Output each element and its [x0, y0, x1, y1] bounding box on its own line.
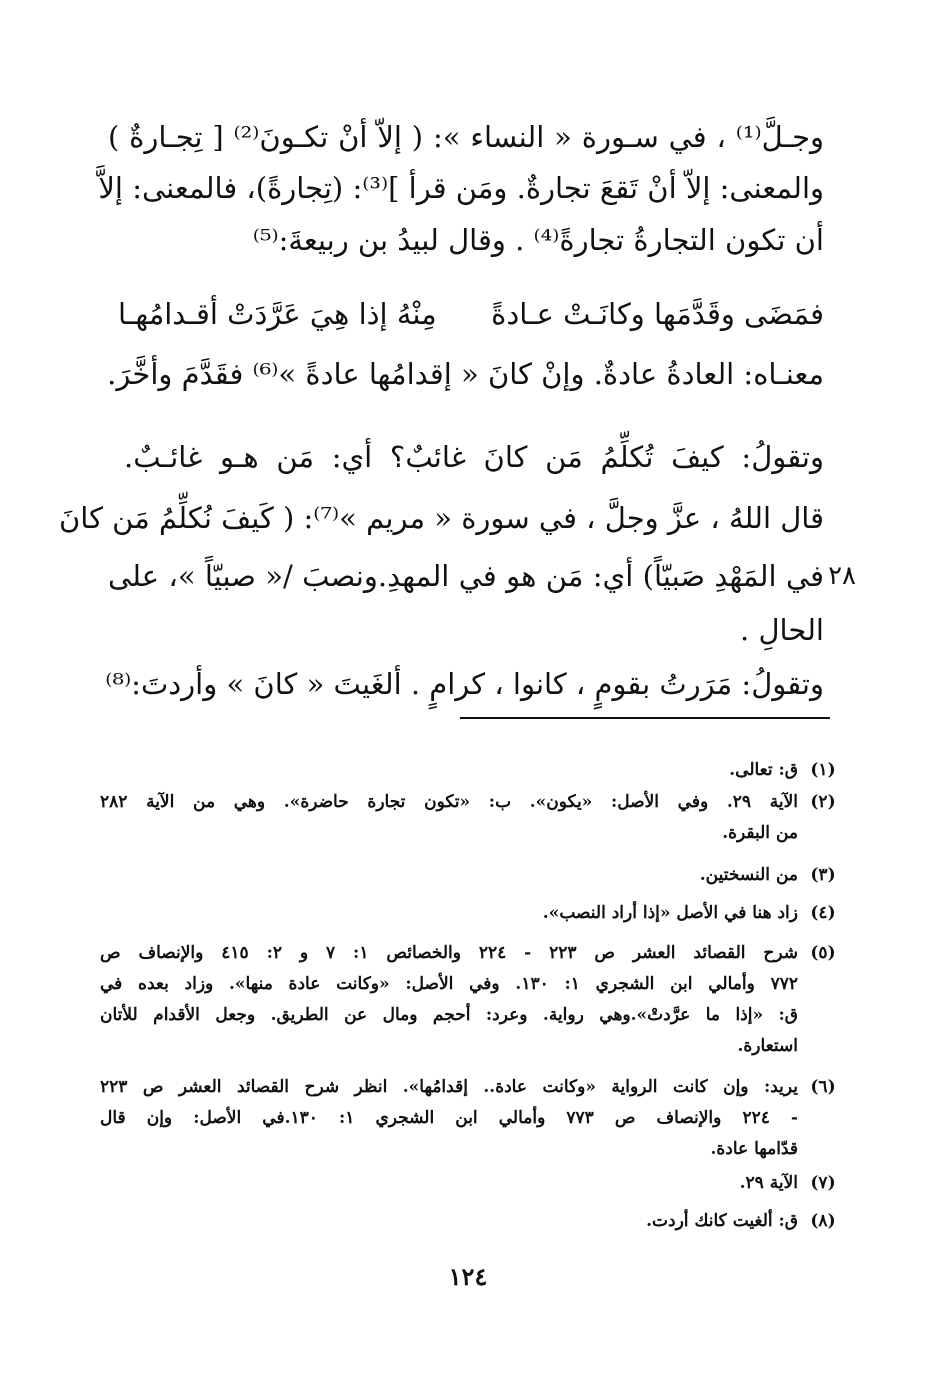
- footnote-line: ق: تعالى.: [729, 760, 798, 780]
- footnote-separator: [460, 717, 830, 719]
- footnote-line: من البقرة.: [722, 823, 798, 843]
- footnote-line: زاد هنا في الأصل «إذا أراد النصب».: [542, 903, 798, 923]
- poem-hemistich-left: مِنْهُ إذا هِيَ عَرَّدَتْ أقـدامُهـا: [118, 297, 437, 331]
- footnote-line: يريد: وإن كانت الرواية «وكانت عادة.. إقدامُها». انظر شرح القصائد العشر ص ٢٢٣: [100, 1077, 798, 1097]
- footnote-line: ٧٧٢ وأمالي ابن الشجري ١: ١٣٠. وفي الأصل: «وكانت عادة منها». وزاد بعده في: [100, 974, 798, 994]
- body-line-9: وتقولُ: مَرَرتُ بقومٍ ، كانوا ، كرامٍ . ألغَيتَ « كانَ » وأردتَ:⁽⁸⁾: [105, 667, 824, 701]
- footnote-line: الآية ٢٩. وفي الأصل: «يكون». ب: «تكون تجارة حاضرة». وهي من الآية ٢٨٢: [100, 792, 798, 812]
- body-line-7: في المَهْدِ صَبيّاً) أي: مَن هو في المهدِ.ونصبَ /« صبيّاً »، على: [108, 559, 824, 593]
- footnote-line: استعارة.: [737, 1036, 798, 1056]
- footnote-5: [100, 938, 798, 1062]
- body-line-2: والمعنى: إلاّ أنْ تَقعَ تجارةٌ. ومَن قرأ ]⁽³⁾: (تِجارةً)، فالمعنى: إلاَّ: [98, 171, 824, 205]
- footnote-4: [100, 898, 798, 929]
- poem-hemistich-right: فمَضَى وقَدَّمَها وكانَـتْ عـادةً: [491, 297, 824, 331]
- footnote-2: [100, 787, 798, 849]
- footnote-number: (٨): [810, 1211, 836, 1231]
- footnote-line: ق: ألغيت كانك أردت.: [646, 1211, 798, 1231]
- poem-verse: [118, 290, 824, 338]
- footnote-6: [100, 1072, 798, 1165]
- footnote-number: (٥): [810, 943, 836, 963]
- footnote-number: (٦): [810, 1077, 836, 1097]
- page-number: ١٢٤: [448, 1262, 488, 1291]
- footnote-3: [100, 860, 798, 891]
- footnote-number: (١): [810, 760, 836, 780]
- body-line-8: الحالِ .: [740, 613, 824, 647]
- footnote-line: قدّامها عادة.: [710, 1139, 798, 1159]
- body-line-6: قال اللهُ ، عزَّ وجلَّ ، في سورة « مريم »⁽⁷⁾: ( كَيفَ نُكلِّمُ مَن كانَ: [58, 501, 824, 535]
- body-line-5: وتقولُ: كيفَ تُكلِّمُ مَن كانَ غائبٌ؟ أي: مَن هـو غائـبٌ.: [124, 440, 824, 474]
- footnote-number: (٢): [810, 792, 836, 812]
- body-line-3: أن تكون التجارةُ تجارةً⁽⁴⁾ . وقال لبيدُ بن ربيعةَ:⁽⁵⁾: [252, 223, 824, 257]
- footnote-line: من النسختين.: [699, 865, 798, 885]
- footnote-line: شرح القصائد العشر ص ٢٢٣ - ٢٢٤ والخصائص ١: ٧ و ٢: ٤١٥ والإنصاف ص: [100, 943, 799, 963]
- footnote-number: (٧): [810, 1173, 836, 1193]
- footnote-number: (٣): [810, 865, 836, 885]
- footnote-1: [100, 755, 798, 786]
- footnote-line: - ٢٢٤ والإنصاف ص ٧٧٣ وأمالي ابن الشجري ١: ١٣٠.في الأصل: وإن قال: [100, 1108, 798, 1128]
- footnote-line: الآية ٢٩.: [739, 1173, 798, 1193]
- body-line-4: معنـاه: العادةُ عادةٌ. وإنْ كانَ « إقدامُها عادةً »⁽⁶⁾ فقَدَّمَ وأخَّرَ.: [107, 357, 824, 391]
- footnote-line: ق: «إذا ما عرَّدتْ».وهي رواية. وعرد: أحجم ومال عن الطريق. وجعل الأقدام للأتان: [100, 1005, 798, 1025]
- footnote-7: [100, 1168, 798, 1199]
- margin-marker: ٢٨: [828, 561, 856, 591]
- body-line-1: وجـلَّ⁽¹⁾ ، في سـورة « النساء »: ( إلاّ أنْ تكـونَ⁽²⁾ [ تِجـارةٌ ): [108, 120, 824, 154]
- footnote-number: (٤): [810, 903, 836, 923]
- footnote-8: [100, 1206, 798, 1237]
